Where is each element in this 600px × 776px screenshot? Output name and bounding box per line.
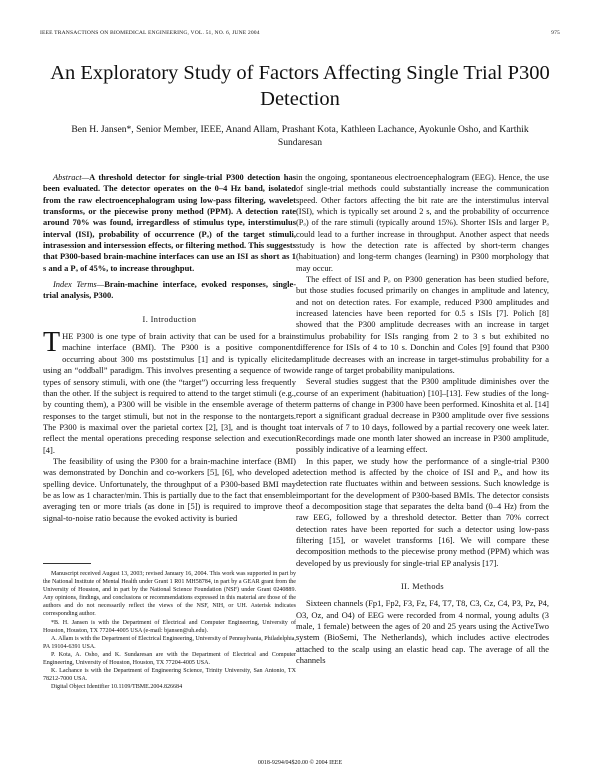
right-paragraph-3: Several studies suggest that the P300 amplitude diminishes over the course of an experiment (habituation) [10]–[13]. Few studies of the long-term patterns of change in P300 have been performed. Kinoshita et al. [14] report a significant gradual decrease in P300 amplitude over five sessions at intervals of 7 to 10 days, followed by a partial recovery one week later. Recordings made one month later showed an increase in P300 amplitude, possibly indicative of a learning effect. <box>296 376 549 455</box>
author-list: Ben H. Jansen*, Senior Member, IEEE, Anand Allam, Prashant Kota, Kathleen Lachance, Ayokunle Osho, and Karthik Sundaresan <box>71 124 529 148</box>
footnote-doi: Digital Object Identifier 10.1109/TBME.2004.826684 <box>51 684 183 691</box>
abstract-text: A threshold detector for single-trial P300 detection has been evaluated. The detector operates on the 0–4 Hz band, isolated from the raw electroencephalogram using low-pass filtering, wavelet transforms, or the piecewise prony method (PPM). A detection rate around 70% was found, irregardless of stimulus type, interstimulus interval (ISI), probability of occurrence (Pₒ) of the target stimuli, intrasession and intersession effects, or filtering method. This suggests that P300-based brain-machine interfaces can use an ISI as short as 1 s and a Pₒ of 45%, to increase throughput. <box>43 172 296 273</box>
right-paragraph-1: in the ongoing, spontaneous electroencephalogram (EEG). Hence, the use of single-trial methods could substantially increase the communication speed. Other factors affecting the bit rate are the interstimulus interval (ISI), which is typically set around 2 s, and the probability of occurrence (Pₒ) of the rare stimuli (typically around 15%). Shorter ISIs and larger Pₒ could lead to a further increase in throughput. Another aspect that needs study is how the detection rate is affected by short-term changes (habituation) and long-term changes (learning) in P300 morphology that may occur. <box>296 172 549 273</box>
section-heading-methods: II. Methods <box>400 582 445 592</box>
footnote-rule <box>43 563 91 564</box>
journal-header: IEEE TRANSACTIONS ON BIOMEDICAL ENGINEERING, VOL. 51, NO. 6, JUNE 2004 <box>40 30 260 36</box>
left-column <box>43 172 296 524</box>
intro-p1-text: HE P300 is one type of brain activity that can be used for a brain machine interface (BMI). The P300 is a positive component occurring about 300 ms poststimulus [1] and is typically elicited using an “oddball” paradigm. This involves presenting a sequence of two types of sensory stimuli, with one (the “target”) occurring less frequently than the other. If the subject is required to attend to the target stimuli (e.g., by counting them), a P300 will be visible in the ensemble average of the responses to the target stimuli, but not in the response to the nontargets. The P300 is maximal over the parietal cortex [2], [3], and is thought to reflect the mental operations preceding response selection and execution [4]. <box>43 331 296 455</box>
drop-cap: T <box>43 327 61 359</box>
footnote-lachance: K. Lachance is with the Department of Engineering Science, Trinity University, San Antonio, TX 78212-7000 USA. <box>43 668 296 683</box>
footnote-kota-osho-sundaresan: P. Kota, A. Osho, and K. Sundaresan are with the Department of Electrical and Computer Engineering, University of Houston, Houston, TX 77204-4005 USA. <box>43 651 296 667</box>
right-column <box>296 172 549 666</box>
index-terms-text: Brain-machine interface, evoked responses, single-trial analysis, P300. <box>43 279 297 301</box>
section-heading-introduction: I. Introduction <box>142 314 197 324</box>
abstract <box>43 172 296 274</box>
intro-paragraph-2: The feasibility of using the P300 for a brain-machine interface (BMI) was demonstrated by Donchin and co-workers [5], [6], who developed a spelling device. Unfortunately, the throughput of a P300-based BMI may be as low as 1 character/min. This is partially due to the fact that ensemble averaging ten or more trials (as done in [5]) is required to improve the signal-to-noise ratio because the evoked activity is buried <box>43 455 296 523</box>
intro-paragraph-1 <box>43 327 296 456</box>
paper-title: An Exploratory Study of Factors Affecting Single Trial P300 Detection <box>50 62 550 110</box>
right-paragraph-4: In this paper, we study how the performance of a single-trial P300 detection method is affected by the choice of ISI and Pₒ, and how its detection rate fluctuates within and between sessions. Such knowledge is important for the development of P300-based BMIs. The detector consists of a decomposition stage that separates the delta band (0–4 Hz) from the raw EEG, followed by a threshold detector. Better than 70% correct detection rates have been reported for such a detector using low-pass filtering [15], or wavelet transforms [16]. We will compare these decomposition methods to the piecewise prony method (PPM) which was developed by us previously for single-trial EP analysis [17]. <box>296 455 549 568</box>
abstract-label: Abstract— <box>53 172 90 182</box>
footnote-jansen: *B. H. Jansen is with the Department of Electrical and Computer Engineering, University of Houston, Houston, TX 77204-4005 USA (e-mail: bjansen@uh.edu). <box>43 619 296 634</box>
copyright-footer: 0018-9294/04$20.00 © 2004 IEEE <box>257 760 343 766</box>
footnote-allam: A. Allam is with the Department of Electrical Engineering, University of Pennsylvania, Philadelphia, PA 19104-6391 USA. <box>43 635 296 650</box>
methods-paragraph-1: Sixteen channels (Fp1, Fp2, F3, Fz, F4, T7, T8, C3, Cz, C4, P3, Pz, P4, O3, Oz, and O4) of EEG were recorded from 4 normal, young adults (3 male, 1 female) between the ages of 20 and 25 years using the ActiveTwo system (BioSemi, The Netherlands), which includes active electrodes attached to the scalp using an elastic head cap. The average of all the channels <box>296 598 549 666</box>
footnote-manuscript: Manuscript received August 13, 2003; revised January 16, 2004. This work was supported in part by the National Institute of Mental Health under Grant 1 R01 MH58784, in part by a GEAR grant from the University of Houston, and in part by the National Science Foundation (NSF) under Grant 0240889. Any opinions, findings, and conclusions or recommendations expressed in this material are those of the authors and do not necessarily reflect the views of the NSF, NIH, or UH. Asterisk indicates corresponding author. <box>43 571 296 618</box>
index-terms-label: Index Terms— <box>53 279 105 290</box>
right-paragraph-2: The effect of ISI and Pₒ on P300 generation has been studied before, but those studies focused primarily on changes in amplitude and latency, and not on detection rates. For example, reduced P300 amplitudes and increased latencies have been reported for 0.5 s ISIs [7]. Polich [8] showed that the P300 amplitude decreases with an increase in target stimulus probability for ISIs ranging from 2 to 3 s but exhibited no difference for ISIs of 4 to 10 s. Donchin and Coles [9] found that P300 amplitude decreases with an increase in target-stimulus probability for a wide range of target probability manipulations. <box>296 274 549 375</box>
page-number: 975 <box>551 30 560 36</box>
index-terms <box>43 279 296 302</box>
footnotes <box>43 570 296 691</box>
running-header <box>40 30 560 40</box>
